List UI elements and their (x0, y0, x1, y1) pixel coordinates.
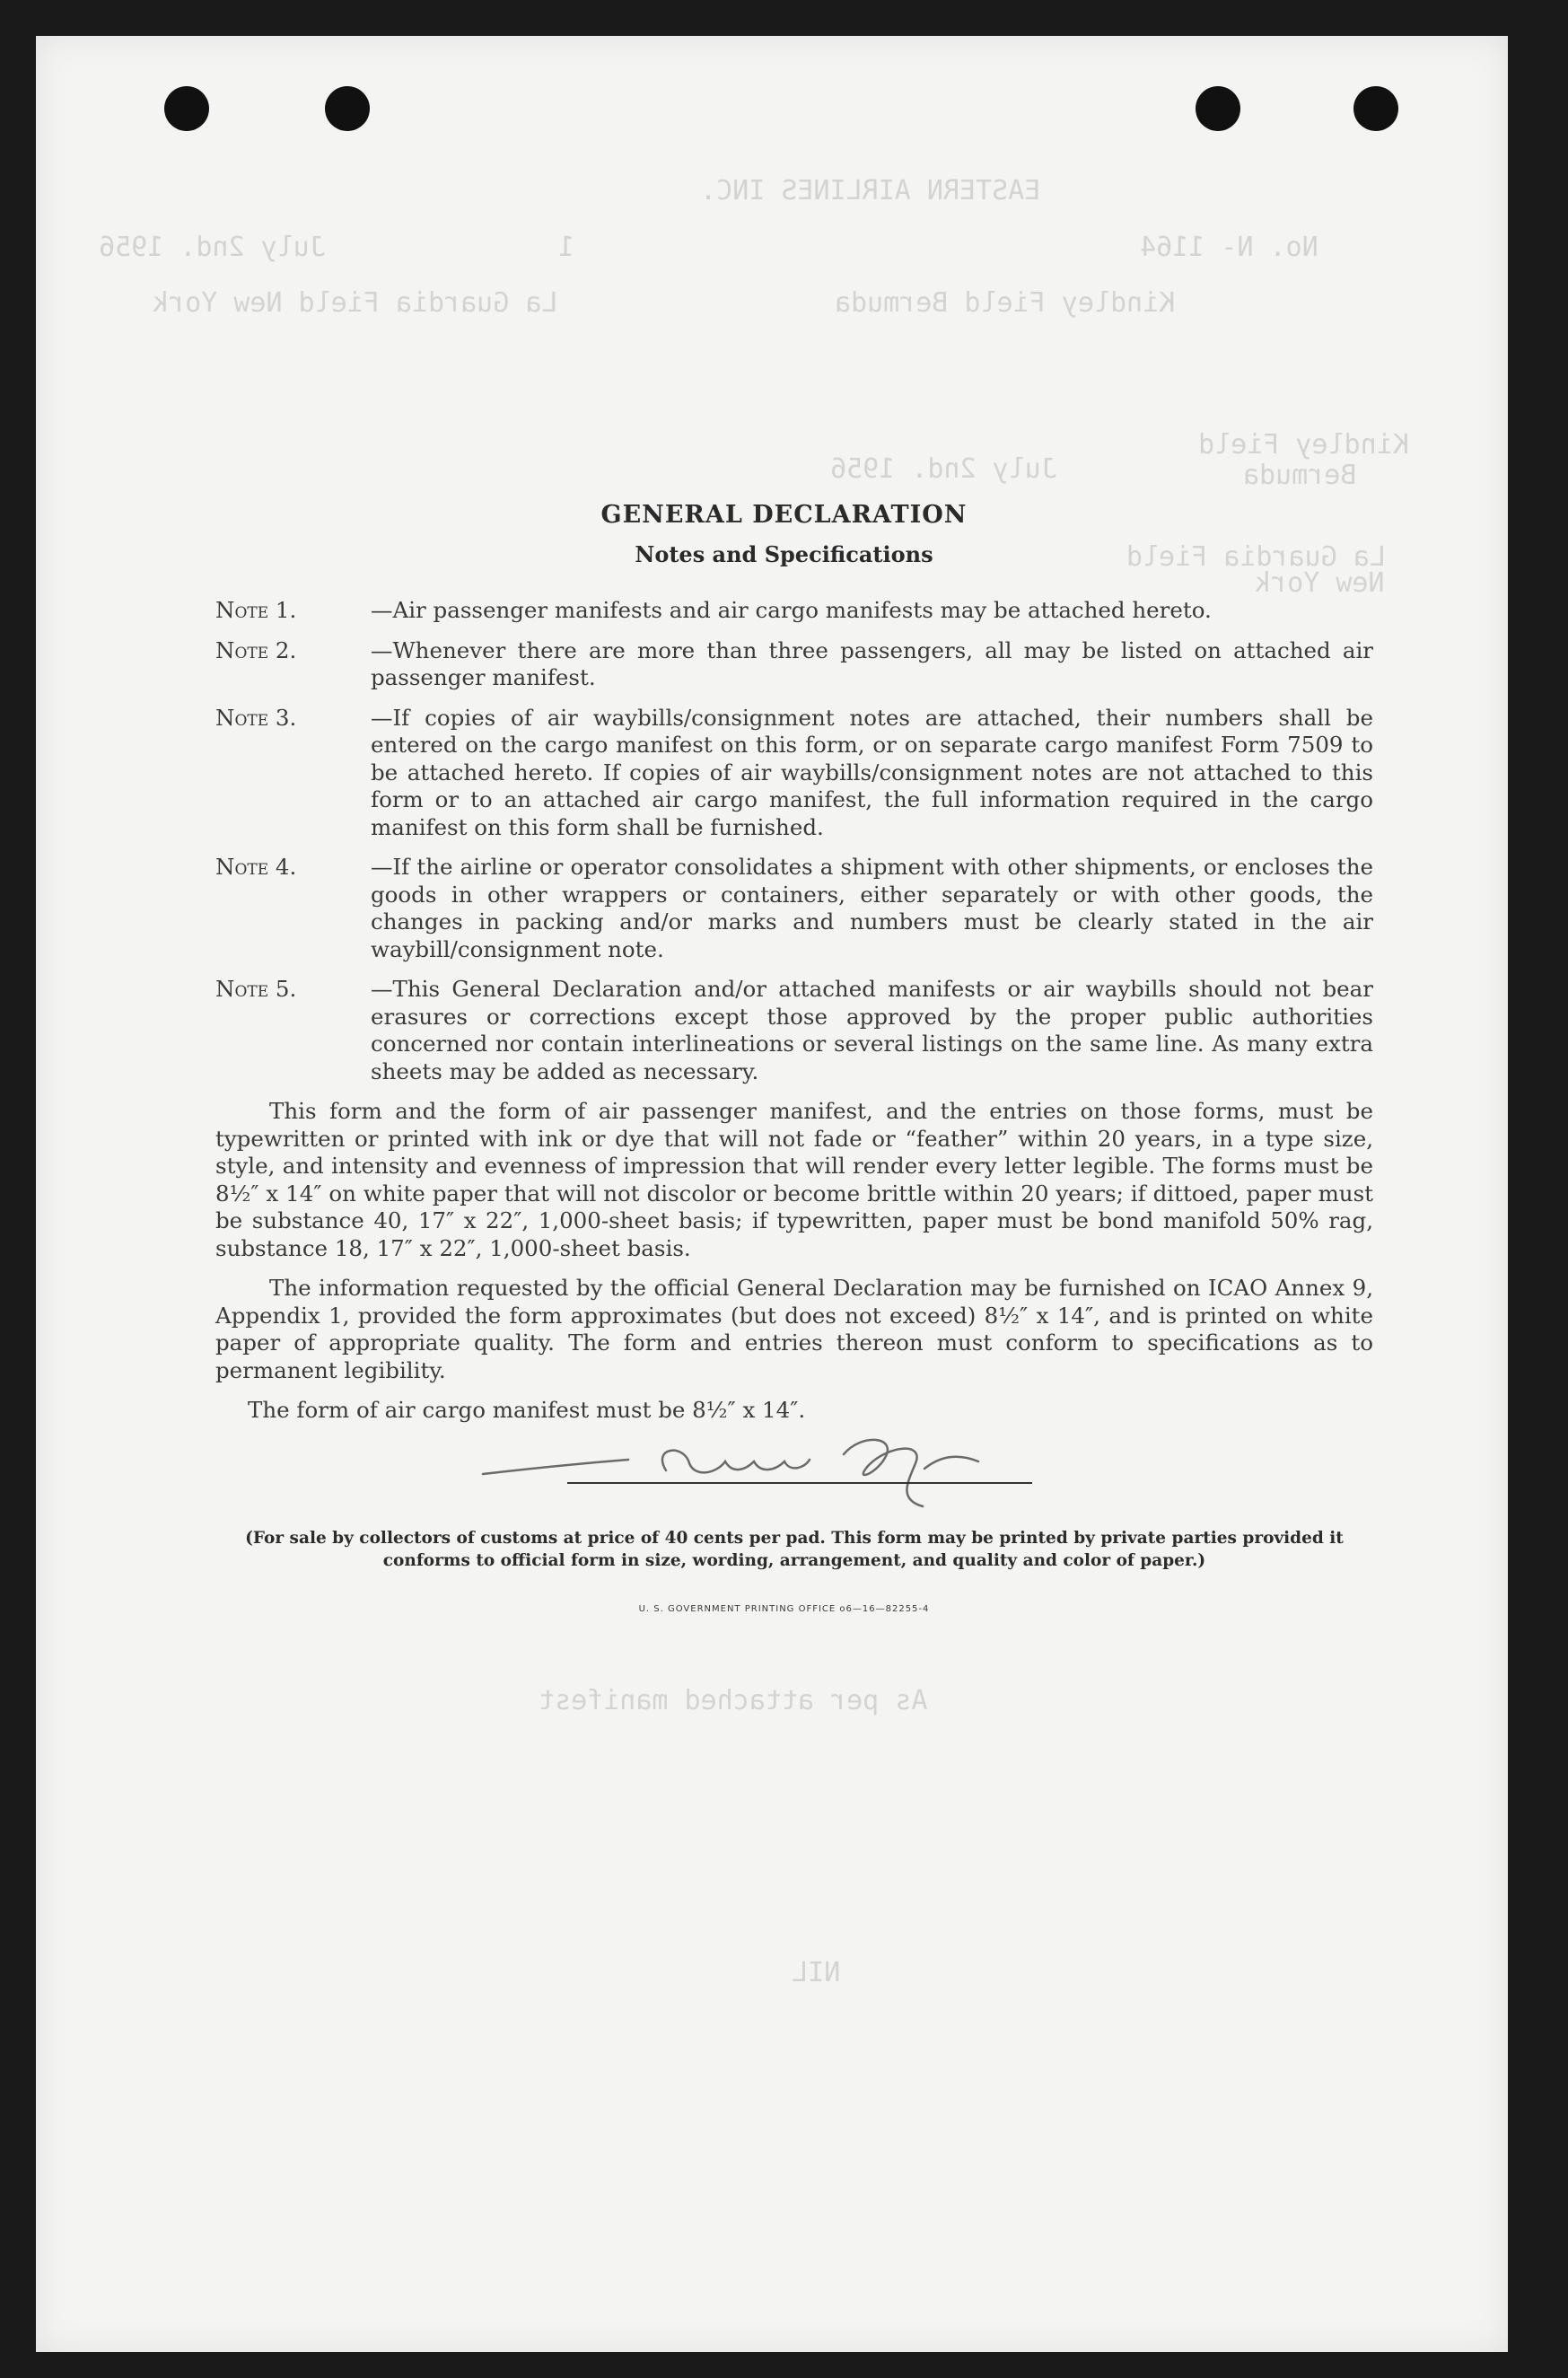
notes-section (215, 597, 1373, 1437)
ghost-text: La Guardia Field (1126, 541, 1386, 573)
ghost-text: Bermuda (1243, 460, 1357, 491)
page-subtitle: Notes and Specifications (635, 541, 933, 567)
note-label: Note 5. (215, 976, 297, 1002)
note-text: —If the airline or operator consolidates a shipment with other shipments, or encloses the goods in other wrappers or containers, either separately or with other goods, the changes in packing and/or marks and numbers must be clearly stated in the air waybill/consignment note. (371, 854, 1373, 962)
note-label: Note 4. (215, 854, 297, 880)
ghost-text: July 2nd. 1956 (830, 453, 1057, 485)
ghost-text: Kindley Field (1198, 429, 1409, 461)
ghost-text: Kindley Field Bermuda (835, 287, 1176, 319)
printing-office-line: U. S. GOVERNMENT PRINTING OFFICE o6—16—82255-4 (638, 1604, 930, 1614)
note-2 (215, 637, 1373, 692)
punch-hole (1353, 86, 1398, 131)
signature-line (567, 1482, 1032, 1484)
note-label: Note 2. (215, 636, 297, 663)
note-text: —Air passenger manifests and air cargo manifests may be attached hereto. (371, 597, 1212, 623)
ghost-text: July 2nd. 1956 (99, 232, 326, 263)
ghost-text: No. N- 1164 (1140, 232, 1318, 263)
note-text: —If copies of air waybills/consignment notes are attached, their numbers shall be entered on the cargo manifest on this form, or on separate cargo manifest Form 7509 to be attached hereto. If copies of air waybills/consignment notes are not attached to this form or to an attached air cargo manifest, the full information required in the cargo manifest on this form shall be furnished. (371, 704, 1373, 840)
paragraph-form-requirements: This form and the form of air passenger manifest, and the entries on those forms, must be typewritten or printed with ink or dye that will not fade or “feather” within 20 years, in a type size, style, and intensity and evenness of impression that will render every letter legible. The forms must be 8½″ x 14″ on white paper that will not discolor or become brittle within 20 years; if dittoed, paper must be substance 40, 17″ x 22″, 1,000-sheet basis; if typewritten, paper must be bond manifold 50% rag, substance 18, 17″ x 22″, 1,000-sheet basis. (215, 1098, 1373, 1261)
paragraph-icao: The information requested by the official General Declaration may be furnished on ICAO Annex 9, Appendix 1, provided the form approximates (but does not exceed) 8½″ x 14″, and is printed on white paper of appropriate quality. The form and entries thereon must conform to specifications as to permanent legibility. (215, 1275, 1373, 1383)
paragraph-cargo-manifest: The form of air cargo manifest must be 8½″ x 14″. (248, 1397, 806, 1423)
note-text: —This General Declaration and/or attached manifests or air waybills should not bear erasures or corrections except those approved by the proper public authorities concerned nor contain interlineations or several listings on the same line. As many extra sheets may be added as necessary. (371, 976, 1373, 1084)
ghost-text: La Guardia Field New York (153, 287, 558, 319)
ghost-text: 1 (558, 232, 575, 263)
ghost-text: New York (1255, 567, 1385, 599)
note-1 (215, 597, 1373, 625)
note-5 (215, 976, 1373, 1085)
ghost-text: As per attached manifest (539, 1685, 928, 1716)
footer-note: (For sale by collectors of customs at price of 40 cents per pad. This form may be printed by private parties provided it conforms to official form in size, wording, arrangement, and quality and color of paper.) (245, 1529, 1344, 1570)
punch-hole (1196, 86, 1240, 131)
page-title: GENERAL DECLARATION (600, 501, 968, 529)
note-label: Note 3. (215, 704, 297, 731)
note-text: —Whenever there are more than three passengers, all may be listed on attached air passenger manifest. (371, 636, 1373, 690)
note-3 (215, 705, 1373, 842)
note-label: Note 1. (215, 597, 297, 623)
punch-hole (164, 86, 209, 131)
ghost-text: EASTERN AIRLINES INC. (700, 175, 1041, 206)
handwritten-signature (476, 1427, 1014, 1508)
ghost-text: NIL (792, 1957, 841, 1988)
punch-hole (325, 86, 370, 131)
note-4 (215, 854, 1373, 963)
